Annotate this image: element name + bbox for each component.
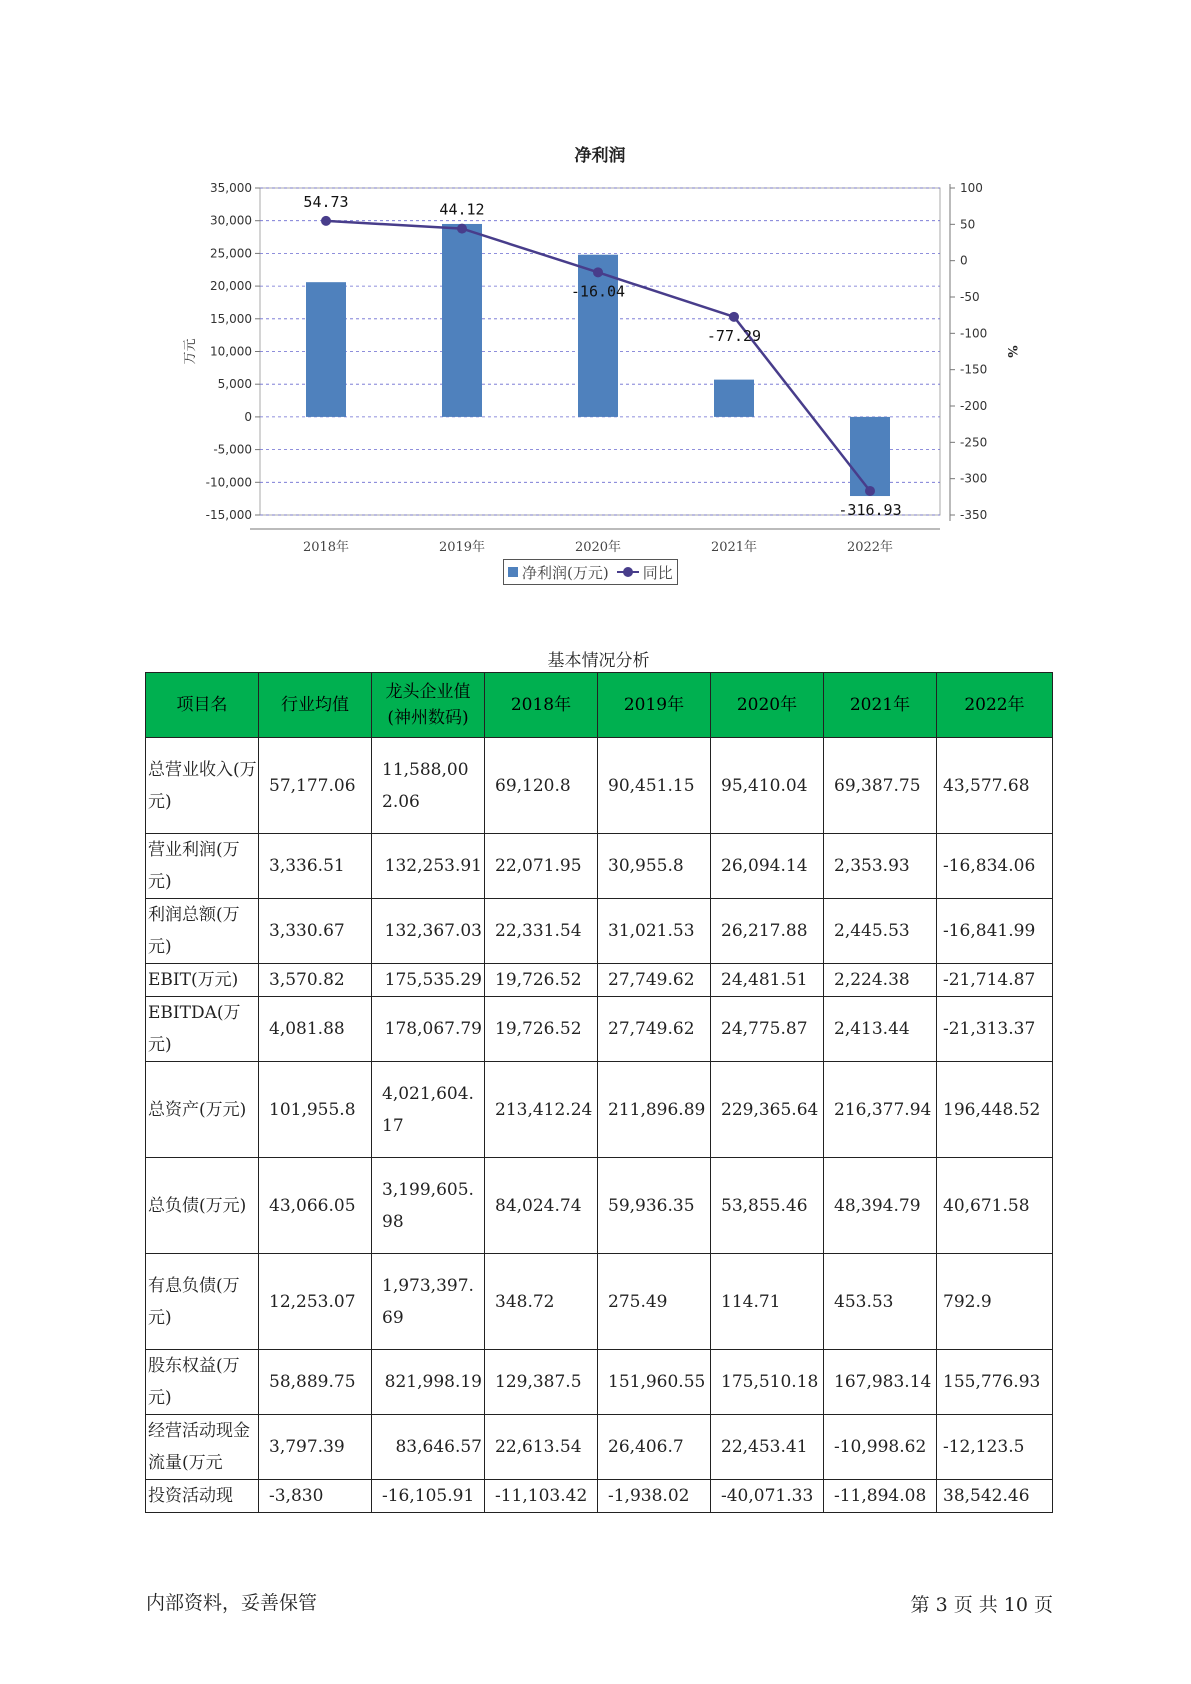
table-cell: -1,938.02 xyxy=(598,1480,711,1513)
table-cell: 3,330.67 xyxy=(259,899,372,964)
row-label: 利润总额(万元) xyxy=(146,899,259,964)
bar xyxy=(714,380,754,417)
header-cell: 2018年 xyxy=(485,673,598,738)
table-header-row xyxy=(146,673,1053,738)
header-cell: 龙头企业值(神州数码) xyxy=(372,673,485,738)
table-cell: 26,094.14 xyxy=(711,834,824,899)
y-left-tick-label: 30,000 xyxy=(210,213,252,228)
table-row xyxy=(146,899,1053,964)
table-cell: 348.72 xyxy=(485,1254,598,1350)
table-cell: 90,451.15 xyxy=(598,738,711,834)
table-row xyxy=(146,1415,1053,1480)
y-left-tick-label: 10,000 xyxy=(210,344,252,359)
table-cell: 3,797.39 xyxy=(259,1415,372,1480)
header-cell: 2022年 xyxy=(937,673,1053,738)
table-cell: 69,387.75 xyxy=(824,738,937,834)
table-cell: 3,336.51 xyxy=(259,834,372,899)
x-tick-label: 2020年 xyxy=(574,540,622,555)
table-cell: 19,726.52 xyxy=(485,964,598,997)
yoy-point xyxy=(457,224,467,234)
y-right-tick-label: -100 xyxy=(960,326,988,341)
y-left-tick-label: 15,000 xyxy=(210,311,252,326)
bar xyxy=(578,255,618,417)
legend-bar-swatch xyxy=(508,567,518,577)
table-cell: 792.9 xyxy=(937,1254,1053,1350)
chart-legend xyxy=(503,559,678,585)
table-cell: 95,410.04 xyxy=(711,738,824,834)
table-cell: 213,412.24 xyxy=(485,1062,598,1158)
table-cell: 24,775.87 xyxy=(711,997,824,1062)
table-row xyxy=(146,1480,1053,1513)
table-caption: 基本情况分析 xyxy=(547,651,650,671)
table-cell: 11,588,002.06 xyxy=(372,738,485,834)
yoy-data-label: -77.29 xyxy=(706,326,762,345)
table-cell: -10,998.62 xyxy=(824,1415,937,1480)
table-cell: -16,105.91 xyxy=(372,1480,485,1513)
basic-analysis-table xyxy=(145,672,1053,1513)
x-tick-label: 2019年 xyxy=(438,540,486,555)
table-cell: 453.53 xyxy=(824,1254,937,1350)
table-row xyxy=(146,997,1053,1062)
table-cell: 83,646.57 xyxy=(372,1415,485,1480)
chart-canvas xyxy=(0,0,1191,600)
table-cell: 22,453.41 xyxy=(711,1415,824,1480)
table-cell: 12,253.07 xyxy=(259,1254,372,1350)
row-label: 总资产(万元) xyxy=(146,1062,259,1158)
table-row xyxy=(146,834,1053,899)
yoy-point xyxy=(321,216,331,226)
table-cell: 26,406.7 xyxy=(598,1415,711,1480)
table-cell: -16,841.99 xyxy=(937,899,1053,964)
y-left-tick-label: 20,000 xyxy=(210,279,252,294)
table-cell: 19,726.52 xyxy=(485,997,598,1062)
table-cell: 53,855.46 xyxy=(711,1158,824,1254)
y-right-tick-label: -350 xyxy=(960,508,988,522)
y-left-tick-label: -10,000 xyxy=(205,475,252,490)
y-left-tick-label: 5,000 xyxy=(217,377,252,392)
table-cell: 3,570.82 xyxy=(259,964,372,997)
header-cell: 行业均值 xyxy=(259,673,372,738)
y-right-tick-label: -200 xyxy=(960,399,988,413)
header-cell: 项目名 xyxy=(146,673,259,738)
bar xyxy=(306,282,346,417)
table-cell: 2,353.93 xyxy=(824,834,937,899)
table-cell: 57,177.06 xyxy=(259,738,372,834)
row-label: 营业利润(万元) xyxy=(146,834,259,899)
table-cell: 22,613.54 xyxy=(485,1415,598,1480)
y-right-tick-label: -250 xyxy=(960,435,988,450)
yoy-data-label: 44.12 xyxy=(439,200,485,219)
table-cell: 178,067.79 xyxy=(372,997,485,1062)
table-cell: 59,936.35 xyxy=(598,1158,711,1254)
y-left-tick-label: 25,000 xyxy=(210,246,252,261)
table-row xyxy=(146,1350,1053,1415)
y-right-tick-label: -50 xyxy=(960,290,980,304)
y-left-tick-label: -15,000 xyxy=(205,508,252,522)
table-cell: 132,367.03 xyxy=(372,899,485,964)
table-cell: 132,253.91 xyxy=(372,834,485,899)
row-label: EBITDA(万元) xyxy=(146,997,259,1062)
table-cell: 58,889.75 xyxy=(259,1350,372,1415)
table-cell: 27,749.62 xyxy=(598,964,711,997)
table-cell: 821,998.19 xyxy=(372,1350,485,1415)
table-cell: -11,894.08 xyxy=(824,1480,937,1513)
bar xyxy=(442,224,482,417)
table-cell: 48,394.79 xyxy=(824,1158,937,1254)
table-cell: 216,377.94 xyxy=(824,1062,937,1158)
table-cell: 38,542.46 xyxy=(937,1480,1053,1513)
table-cell: 114.71 xyxy=(711,1254,824,1350)
y-left-tick-label: 0 xyxy=(244,409,252,424)
y-left-tick-label: -5,000 xyxy=(213,442,252,457)
table-cell: 155,776.93 xyxy=(937,1350,1053,1415)
yoy-data-label: -316.93 xyxy=(838,500,902,519)
yoy-point xyxy=(729,312,739,322)
table-cell: 2,445.53 xyxy=(824,899,937,964)
table-cell: 167,983.14 xyxy=(824,1350,937,1415)
table-cell: -21,313.37 xyxy=(937,997,1053,1062)
table-cell: -12,123.5 xyxy=(937,1415,1053,1480)
table-cell: 30,955.8 xyxy=(598,834,711,899)
y-right-tick-label: 0 xyxy=(960,253,968,268)
row-label: 投资活动现 xyxy=(146,1480,259,1513)
header-cell: 2020年 xyxy=(711,673,824,738)
table-cell: -16,834.06 xyxy=(937,834,1053,899)
y-right-tick-label: 50 xyxy=(960,217,976,232)
table-cell: 175,510.18 xyxy=(711,1350,824,1415)
net-profit-chart xyxy=(0,0,1191,600)
table-cell: 275.49 xyxy=(598,1254,711,1350)
table-cell: 22,331.54 xyxy=(485,899,598,964)
table-row xyxy=(146,1062,1053,1158)
x-tick-label: 2021年 xyxy=(710,540,758,555)
table-cell: 40,671.58 xyxy=(937,1158,1053,1254)
table-cell: -11,103.42 xyxy=(485,1480,598,1513)
table-cell: 1,973,397.69 xyxy=(372,1254,485,1350)
table-cell: -40,071.33 xyxy=(711,1480,824,1513)
table-cell: 69,120.8 xyxy=(485,738,598,834)
table-cell: 129,387.5 xyxy=(485,1350,598,1415)
yoy-data-label: -16.04 xyxy=(570,282,626,301)
header-cell: 2021年 xyxy=(824,673,937,738)
table-cell: 101,955.8 xyxy=(259,1062,372,1158)
table-cell: 196,448.52 xyxy=(937,1062,1053,1158)
row-label: 总负债(万元) xyxy=(146,1158,259,1254)
bar xyxy=(850,417,890,496)
table-cell: 175,535.29 xyxy=(372,964,485,997)
table-cell: 229,365.64 xyxy=(711,1062,824,1158)
table-cell: 27,749.62 xyxy=(598,997,711,1062)
row-label: 总营业收入(万元) xyxy=(146,738,259,834)
table-cell: 3,199,605.98 xyxy=(372,1158,485,1254)
yoy-data-label: 54.73 xyxy=(303,192,349,211)
table-cell: -3,830 xyxy=(259,1480,372,1513)
table-row xyxy=(146,964,1053,997)
table-row xyxy=(146,1158,1053,1254)
footer-page-number: 第 3 页 共 10 页 xyxy=(910,1594,1053,1616)
x-tick-label: 2022年 xyxy=(846,540,894,555)
legend-line-label: 同比 xyxy=(642,563,673,582)
chart-title: 净利润 xyxy=(574,146,626,166)
row-label: 经营活动现金流量(万元 xyxy=(146,1415,259,1480)
table-cell: 151,960.55 xyxy=(598,1350,711,1415)
y-right-axis-label: % xyxy=(1004,345,1019,358)
table-cell: 22,071.95 xyxy=(485,834,598,899)
table-cell: 24,481.51 xyxy=(711,964,824,997)
table-row xyxy=(146,738,1053,834)
table-row xyxy=(146,1254,1053,1350)
y-left-axis-label: 万元 xyxy=(183,338,198,365)
table-cell: 2,224.38 xyxy=(824,964,937,997)
row-label: 股东权益(万元) xyxy=(146,1350,259,1415)
table-cell: 4,081.88 xyxy=(259,997,372,1062)
y-right-tick-label: 100 xyxy=(960,181,983,195)
yoy-point xyxy=(593,267,603,277)
table-cell: 84,024.74 xyxy=(485,1158,598,1254)
table-cell: 31,021.53 xyxy=(598,899,711,964)
table-cell: 26,217.88 xyxy=(711,899,824,964)
table-cell: 211,896.89 xyxy=(598,1062,711,1158)
table-cell: 4,021,604.17 xyxy=(372,1062,485,1158)
x-tick-label: 2018年 xyxy=(302,540,350,555)
table-cell: 2,413.44 xyxy=(824,997,937,1062)
row-label: 有息负债(万元) xyxy=(146,1254,259,1350)
legend-line-swatch xyxy=(617,567,639,577)
table-cell: 43,066.05 xyxy=(259,1158,372,1254)
header-cell: 2019年 xyxy=(598,673,711,738)
legend-bar-label: 净利润(万元) xyxy=(522,563,609,582)
y-left-tick-label: 35,000 xyxy=(210,181,252,195)
footer-confidential: 内部资料，妥善保管 xyxy=(146,1592,318,1614)
table-cell: 43,577.68 xyxy=(937,738,1053,834)
yoy-point xyxy=(865,486,875,496)
y-right-tick-label: -300 xyxy=(960,471,988,486)
y-right-tick-label: -150 xyxy=(960,362,988,377)
table-cell: -21,714.87 xyxy=(937,964,1053,997)
row-label: EBIT(万元) xyxy=(146,964,259,997)
